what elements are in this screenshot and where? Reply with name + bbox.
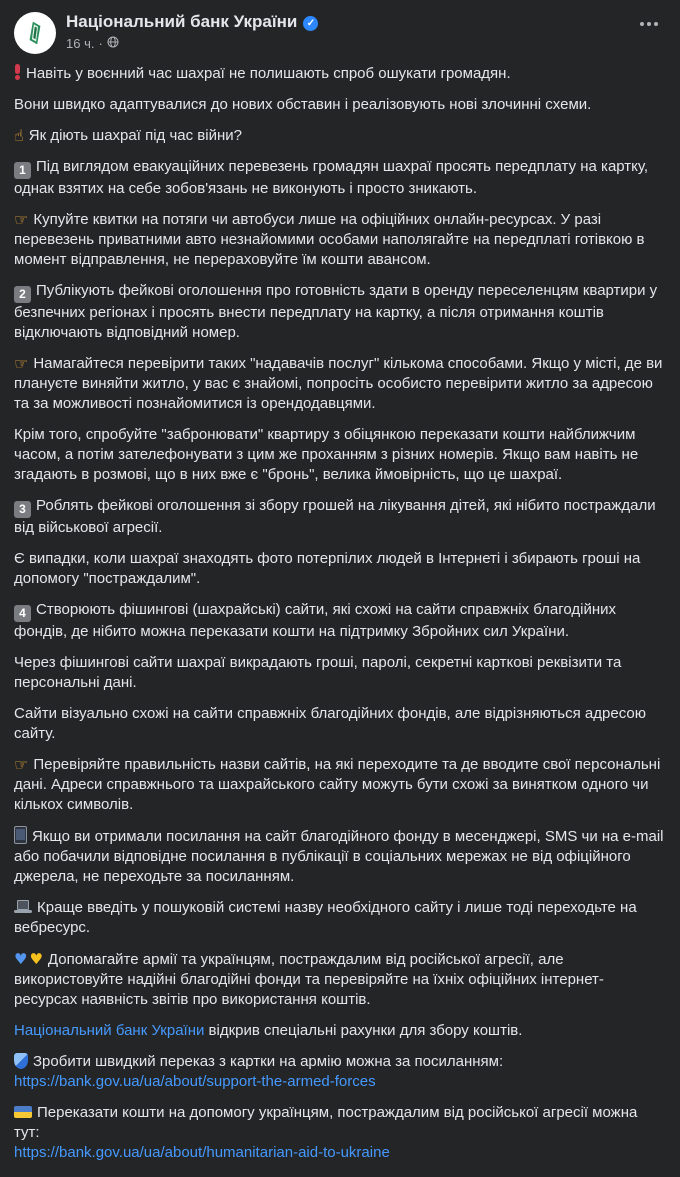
paragraph-text: Зробити швидкий переказ з картки на армію можна за посиланням: <box>33 1053 504 1070</box>
blue-shield-icon <box>14 1053 28 1069</box>
paragraph-text: Є випадки, коли шахраї знаходять фото потерпілих людей в Інтернеті і збирають гроші на допомогу "постраждалим". <box>14 550 641 587</box>
paragraph-text: Як діють шахраї під час війни? <box>28 127 242 144</box>
paragraph-text: Перевіряйте правильність назви сайтів, на які переходите та де вводите свої персональні дані. Адреси справжнього та шахрайського сайту можуть бути схожі за винятком одного чи кількох символів. <box>14 756 661 813</box>
post-paragraph <box>14 898 664 938</box>
post-paragraph <box>14 281 664 343</box>
paragraph-text: Під виглядом евакуаційних перевезень громадян шахраї просять передплату на картку, однак взятих на себе зобов'язань не виконують і просто зникають. <box>14 158 649 197</box>
post-paragraph <box>14 157 664 199</box>
blue-heart-icon: ♥ <box>14 950 28 968</box>
paragraph-text: Публікують фейкові оголошення про готовність здати в оренду переселенцям квартири у безпечних регіонах і просять внести передплату на картку, а після отримання коштів відключають відповідний номер. <box>14 282 658 341</box>
pointing-up-hand-icon: ☝ <box>14 126 24 145</box>
post-paragraph <box>14 425 664 485</box>
humanitarian-aid-url-link[interactable]: https://bank.gov.ua/ua/about/humanitarian-aid-to-ukraine <box>14 1144 390 1161</box>
post-header <box>0 0 680 56</box>
keycap-1-icon: 1 <box>14 162 31 179</box>
post-paragraph-humanitarian-aid <box>14 1103 664 1163</box>
paragraph-text: Купуйте квитки на потяги чи автобуси лише на офіційних онлайн-ресурсах. У разі перевезень приватними авто незнайомими особами наполягайте на передплаті готівкою в момент відправлення, не перераховуйте їм кошти авансом. <box>14 211 645 268</box>
laptop-icon <box>14 900 32 914</box>
paragraph-text: Якщо ви отримали посилання на сайт благодійного фонду в месенджері, SMS чи на e-mail або побачили відповідне посилання в публікації в соціальних мережах не від офіційного джерела, не переходьте за посиланням. <box>14 828 664 885</box>
mobile-phone-icon <box>14 826 27 844</box>
paragraph-text: Навіть у воєнний час шахраї не полишають спроб ошукати громадян. <box>26 65 511 82</box>
meta-separator: · <box>98 36 103 51</box>
pointing-right-hand-icon: ☞ <box>14 210 29 229</box>
page-name-link[interactable]: Національний банк України <box>66 12 298 31</box>
paragraph-text: Намагайтеся перевірити таких "надавачів послуг" кількома способами. Якщо у місті, де ви плануєте виняйти житло, у вас є знайомі, попросіть особисто перевірити житло за адресою та за можливості познайомитися із орендодавцями. <box>14 355 663 412</box>
paragraph-text: Роблять фейкові оголошення зі збору грошей на лікування дітей, які нібито постраждали від військової агресії. <box>14 497 656 536</box>
post-meta <box>66 36 634 51</box>
post-paragraph <box>14 755 664 815</box>
post-paragraph <box>14 354 664 414</box>
post-paragraph <box>14 704 664 744</box>
post-paragraph <box>14 600 664 642</box>
post-body <box>0 56 680 1177</box>
ukraine-flag-icon <box>14 1106 32 1118</box>
keycap-3-icon: 3 <box>14 501 31 518</box>
public-globe-icon <box>107 36 119 51</box>
post-paragraph-army-transfer <box>14 1052 664 1092</box>
timestamp-link[interactable]: 16 ч. <box>66 36 95 51</box>
verified-badge-icon: ✓ <box>303 16 318 31</box>
post-paragraph <box>14 95 664 115</box>
post-paragraph <box>14 64 664 84</box>
post-paragraph <box>14 126 664 146</box>
keycap-4-icon: 4 <box>14 605 31 622</box>
post-paragraph <box>14 210 664 270</box>
paragraph-text: Сайти візуально схожі на сайти справжніх благодійних фондів, але відрізняються адресою сайту. <box>14 705 646 742</box>
army-support-url-link[interactable]: https://bank.gov.ua/ua/about/support-the-armed-forces <box>14 1073 376 1090</box>
nbu-page-inline-link[interactable]: Національний банк України <box>14 1022 205 1039</box>
paragraph-text: Через фішингові сайти шахраї викрадають гроші, паролі, секретні карткові реквізити та персональні дані. <box>14 654 622 691</box>
post-paragraph <box>14 653 664 693</box>
paragraph-text: Крім того, спробуйте "забронювати" квартиру з обіцянкою переказати кошти найближчим часом, а потім зателефонувати з цим же проханням з різних номерів. Якщо вам навіть не згадають в розмові, що в них вже є "бронь", велика ймовірність, що це шахраї. <box>14 426 639 483</box>
post-paragraph <box>14 826 664 887</box>
pointing-right-hand-icon: ☞ <box>14 755 29 774</box>
nbu-logo-icon <box>22 20 48 46</box>
yellow-heart-icon: ♥ <box>29 950 43 968</box>
paragraph-text: відкрив спеціальні рахунки для збору коштів. <box>204 1022 523 1039</box>
page-avatar[interactable] <box>14 12 56 54</box>
paragraph-text: Краще введіть у пошуковій системі назву необхідного сайту і лише тоді переходьте на вебресурс. <box>14 899 637 936</box>
post-paragraph-accounts <box>14 1021 664 1041</box>
keycap-2-icon: 2 <box>14 286 31 303</box>
paragraph-text: Допомагайте армії та українцям, постраждалим від російської агресії, але використовуйте надійні благодійні фонди та перевіряйте на їхніх офіційних інтернет-ресурсах наявність звітів про використання коштів. <box>14 951 604 1008</box>
header-text <box>66 12 634 51</box>
paragraph-text: Створюють фішингові (шахрайські) сайти, які схожі на сайти справжніх благодійних фондів, де нібито можна переказати кошти на підтримку Збройних сил України. <box>14 601 617 640</box>
more-options-button[interactable] <box>634 12 664 36</box>
pointing-right-hand-icon: ☞ <box>14 354 29 373</box>
post-paragraph <box>14 496 664 538</box>
red-exclamation-icon <box>14 64 21 80</box>
paragraph-text: Переказати кошти на допомогу українцям, постраждалим від російської агресії можна тут: <box>14 1104 638 1141</box>
paragraph-text: Вони швидко адаптувалися до нових обставин і реалізовують нові злочинні схеми. <box>14 96 592 113</box>
post-paragraph <box>14 949 664 1010</box>
post-paragraph <box>14 549 664 589</box>
